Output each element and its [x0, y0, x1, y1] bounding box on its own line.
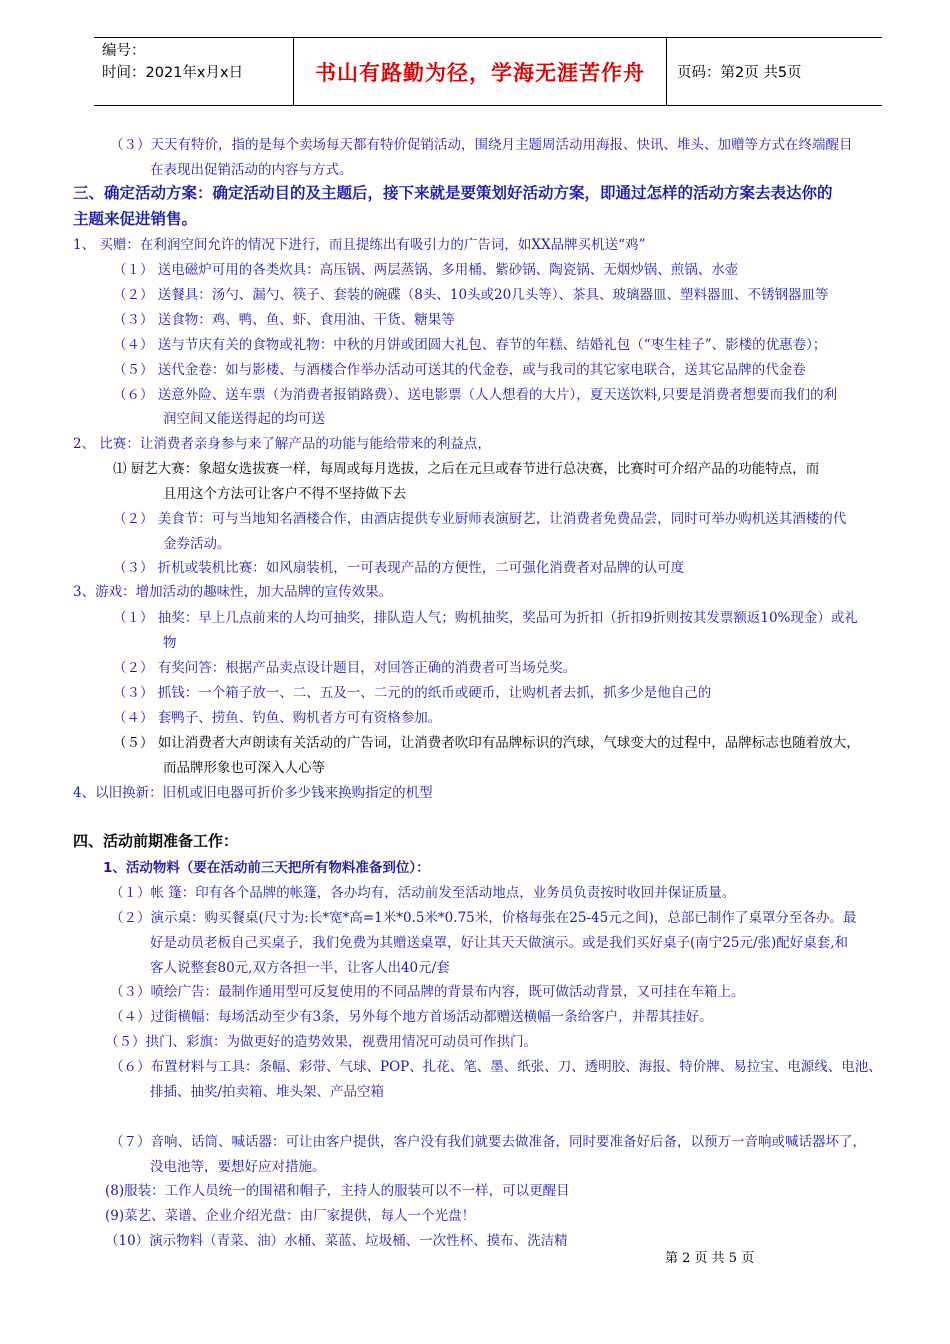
text-line: 排插、抽奖/拍卖箱、堆头架、产品空箱: [150, 1084, 385, 1100]
text-line: （５） 送代金卷：如与影楼、与酒楼合作举办活动可送其的代金卷，或与我司的其它家电联合，送其它品牌的代金卷: [113, 362, 806, 378]
text-line: 没电池等，要想好应对措施。: [150, 1159, 326, 1175]
text-line: 润空间又能送得起的均可送: [163, 411, 325, 427]
text-line: （４）过街横幅：每场活动至少有3条，另外每个地方首场活动都赠送横幅一条给客户，并帮其挂好。: [110, 1009, 713, 1025]
text-line: （１） 抽奖：早上几点前来的人均可抽奖，排队造人气；购机抽奖，奖品可为折扣（折扣9折则按其发票额返10%现金）或礼: [113, 610, 858, 626]
text-line: （２） 送餐具：汤勺、漏勺、筷子、套装的碗碟（8头、10头或20几头等）、茶具、玻璃器皿、塑料器皿、不锈钢器皿等: [113, 287, 829, 303]
text-line: （３） 折机或装机比赛：如风扇装机，一可表现产品的方便性，二可强化消费者对品牌的认可度: [113, 560, 685, 576]
text-line: （３）天天有特价，指的是每个卖场每天都有特价促销活动，围绕月主题周活动用海报、快讯、堆头、加赠等方式在终端醒目: [110, 137, 853, 153]
section-heading: 主题来促进销售。: [73, 210, 198, 228]
text-line: （４） 套鸭子、捞鱼、钓鱼、购机者方可有资格参加。: [113, 710, 442, 726]
text-line: 金券活动。: [163, 536, 231, 552]
text-line: （５）拱门、彩旗：为做更好的造势效果，视费用情况可动员可作拱门。: [105, 1034, 537, 1050]
text-line: 1、 买赠：在利润空间允许的情况下进行，而且提练出有吸引力的广告词，如XX品牌买机送“鸡”: [73, 237, 646, 253]
text-line: 3、游戏：增加活动的趣味性，加大品牌的宣传效果。: [73, 584, 393, 600]
text-line: (9)菜艺、菜谱、企业介绍光盘：由厂家提供，每人一个光盘！: [105, 1208, 476, 1224]
page-header: [94, 37, 882, 106]
section-heading: 四、活动前期准备工作：: [73, 832, 239, 850]
doc-time: 时间：2021年x月x日: [102, 65, 244, 81]
text-line: （２） 美食节：可与当地知名酒楼合作，由酒店提供专业厨师表演厨艺，让消费者免费品尝，同时可举办购机送其酒楼的代: [113, 511, 847, 527]
page-footer: 第 2 页 共 5 页: [665, 1251, 755, 1266]
section-heading: 三、确定活动方案：确定活动目的及主题后，接下来就是要策划好活动方案，即通过怎样的活动方案去表达你的: [73, 184, 833, 202]
text-line: （１） 送电磁炉可用的各类炊具：高压锅、两层蒸锅、多用桶、紫砂锅、陶瓷锅、无烟炒锅、煎锅、水壶: [113, 262, 739, 278]
text-line: （６） 送意外险、送车票（为消费者报销路费）、送电影票（人人想看的大片），夏天送饮料,只要是消费者想要而我们的利: [113, 387, 838, 403]
doc-number: 编号：: [102, 43, 146, 59]
text-line: 4、以旧换新：旧机或旧电器可折价多少钱来换购指定的机型: [73, 785, 433, 801]
text-line: （３） 抓钱：一个箱子放一、二、五及一、二元的的纸币或硬币，让购机者去抓，抓多少是他自己的: [113, 685, 712, 701]
text-line: （５） 如让消费者大声朗读有关活动的广告词，让消费者吹印有品牌标识的汽球，气球变大的过程中，品牌标志也随着放大，: [113, 735, 860, 751]
text-line: 2、 比赛：让消费者亲身参与来了解产品的功能与能给带来的利益点，: [73, 436, 491, 452]
text-line: （２）演示桌：购买餐桌(尺寸为:长*宽*高=1米*0.5米*0.75米，价格每张在25-45元之间)，总部已制作了桌罩分至各办。最: [110, 910, 857, 926]
header-motto: 书山有路勤为径，学海无涯苦作舟: [294, 38, 667, 105]
text-line: （４） 送与节庆有关的食物或礼物：中秋的月饼或团圆大礼包、春节的年糕、结婚礼包（“枣生桂子”、影楼的优惠卷）；: [113, 337, 827, 353]
header-page-number: 页码：第2页 共5页: [677, 65, 802, 81]
section-heading: 1、活动物料（要在活动前三天把所有物料准备到位）：: [103, 860, 430, 876]
text-line: （２） 有奖问答：根据产品卖点设计题目，对回答正确的消费者可当场兑奖。: [113, 660, 577, 676]
text-line: （10）演示物料（青菜、油）水桶、菜蓝、垃圾桶、一次性杯、摸布、洗洁精: [105, 1233, 568, 1249]
text-line: 客人说整套80元,双方各担一半，让客人出40元/套: [150, 960, 450, 976]
text-line: ⑴ 厨艺大赛：象超女选拔赛一样，每周或每月选拔，之后在元旦或春节进行总决赛，比赛时可介绍产品的功能特点，而: [113, 461, 820, 477]
text-line: 而品牌形象也可深入人心等: [163, 760, 325, 776]
text-line: 好是动员老板自己买桌子，我们免费为其赠送桌罩，好让其天天做演示。或是我们买好桌子(南宁25元/张)配好桌套,和: [150, 935, 849, 951]
header-meta: [94, 38, 294, 105]
text-line: （３） 送食物：鸡、鸭、鱼、虾、食用油、干货、糖果等: [113, 312, 455, 328]
text-line: （７）音响、话筒、喊话器：可让由客户提供，客户没有我们就要去做准备，同时要准备好后备，以预万一音响或喊话器坏了，: [110, 1134, 866, 1150]
text-line: （１）帐 篷：印有各个品牌的帐篷，各办均有，活动前发至活动地点，业务员负责按时收回并保证质量。: [110, 885, 736, 901]
text-line: (8)服装：工作人员统一的围裙和帽子，主持人的服装可以不一样，可以更醒目: [105, 1183, 570, 1199]
text-line: （６）布置材料与工具：条幅、彩带、气球、POP、扎花、笔、墨、纸张、刀、透明胶、海报、特价牌、易拉宝、电源线、电池、: [110, 1059, 882, 1075]
text-line: 物: [163, 635, 177, 651]
text-line: 且用这个方法可让客户不得不坚持做下去: [163, 486, 406, 502]
text-line: 在表现出促销活动的内容与方式。: [150, 162, 353, 178]
text-line: （３）喷绘广告：最制作通用型可反复使用的不同品牌的背景布内容，既可做活动背景，又可挂在车箱上。: [110, 984, 745, 1000]
